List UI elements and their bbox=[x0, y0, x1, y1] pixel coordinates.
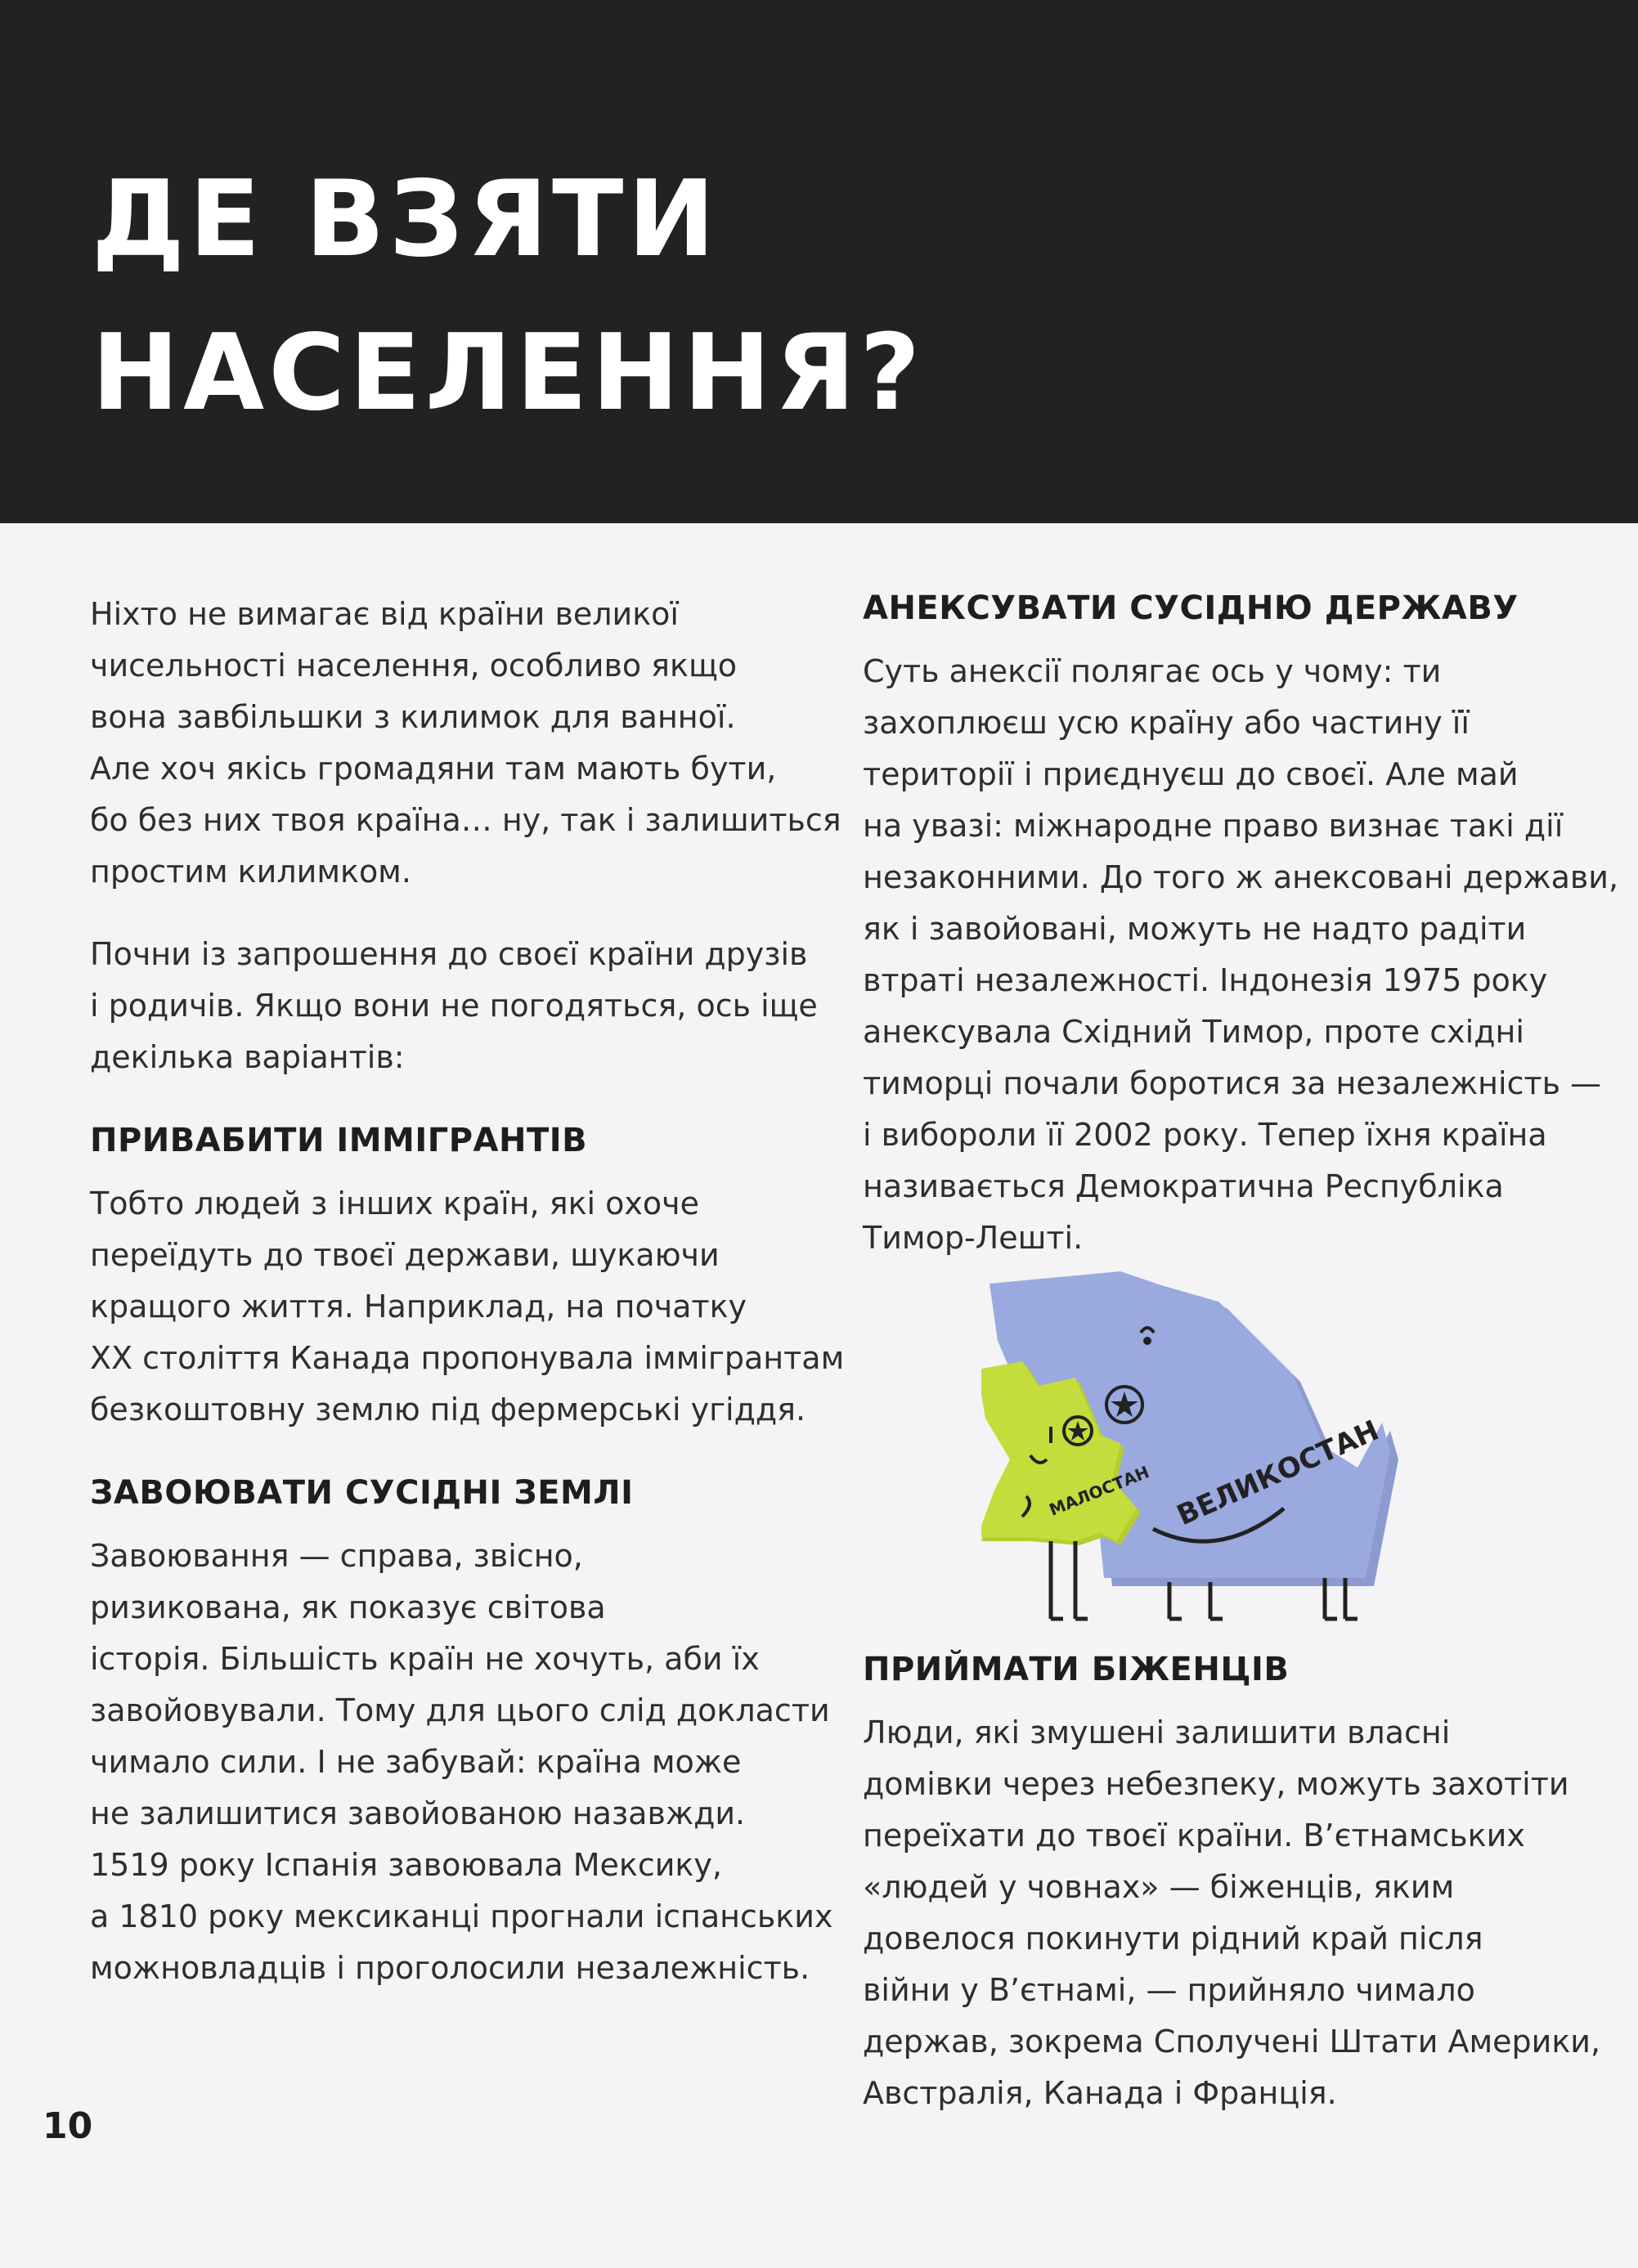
text-line: анексувала Східний Тимор, проте східні bbox=[863, 1014, 1524, 1050]
text-line: Австралія, Канада і Франція. bbox=[863, 2075, 1337, 2111]
text-line: втраті незалежності. Індонезія 1975 року bbox=[863, 962, 1548, 998]
text-line: війни у В’єтнамі, — прийняло чимало bbox=[863, 1972, 1475, 2008]
text-line: незаконними. До того ж анексовані держави, bbox=[863, 859, 1619, 895]
text-line: Завоювання — справа, звісно, bbox=[90, 1538, 583, 1574]
text-line: Тобто людей з інших країн, які охоче bbox=[90, 1186, 699, 1221]
text-line: на увазі: міжнародне право визнає такі дії bbox=[863, 808, 1564, 844]
text-line: домівки через небезпеку, можуть захотіти bbox=[863, 1766, 1569, 1802]
annexation-paragraph bbox=[863, 646, 1619, 1264]
text-line: Тимор-Лешті. bbox=[863, 1220, 1084, 1256]
text-line: чимало сили. І не забувай: країна може bbox=[90, 1744, 742, 1780]
text-line: і вибороли її 2002 року. Тепер їхня країна bbox=[863, 1117, 1547, 1153]
text-line: простим килимком. bbox=[90, 854, 411, 890]
page-title bbox=[92, 143, 924, 450]
text-line: 1519 року Іспанія завоювала Мексику, bbox=[90, 1847, 722, 1883]
left-column bbox=[90, 589, 845, 2025]
right-column bbox=[863, 582, 1619, 1295]
heading-attract-immigrants: ПРИВАБИТИ ІММІГРАНТІВ bbox=[90, 1122, 588, 1159]
velykostan-label: ВЕЛИКОСТАН bbox=[1172, 1414, 1384, 1533]
text-line: бо без них твоя країна… ну, так і залишиться bbox=[90, 802, 841, 838]
text-line: Суть анексії полягає ось у чому: ти bbox=[863, 653, 1442, 689]
immigrants-paragraph bbox=[90, 1178, 845, 1436]
text-line: довелося покинути рідний край після bbox=[863, 1921, 1483, 1956]
text-line: Люди, які змушені залишити власні bbox=[863, 1714, 1451, 1750]
page-number: 10 bbox=[43, 2105, 93, 2147]
text-line: чисельності населення, особливо якщо bbox=[90, 648, 738, 684]
text-line: як і завойовані, можуть не надто радіти bbox=[863, 911, 1527, 947]
text-line: Але хоч якісь громадяни там мають бути, bbox=[90, 751, 777, 787]
text-line: захоплюєш усю країну або частину її bbox=[863, 705, 1470, 741]
text-line: не залишитися завойованою назавжди. bbox=[90, 1795, 746, 1831]
text-line: називається Демократична Республіка bbox=[863, 1168, 1504, 1204]
text-line: Ніхто не вимагає від країни великої bbox=[90, 596, 679, 632]
text-line: завойовували. Тому для цього слід докласти bbox=[90, 1692, 830, 1728]
refugees-paragraph bbox=[863, 1707, 1601, 2119]
heading-accept-refugees: ПРИЙМАТИ БІЖЕНЦІВ bbox=[863, 1651, 1290, 1688]
text-line: декілька варіантів: bbox=[90, 1039, 405, 1075]
text-line: Почни із запрошення до своєї країни друзів bbox=[90, 936, 808, 972]
text-line: безкоштовну землю під фермерські угіддя. bbox=[90, 1392, 806, 1428]
text-line: історія. Більшість країн не хочуть, аби їх bbox=[90, 1641, 760, 1677]
text-line: XX століття Канада пропонувала іммігрантам bbox=[90, 1340, 845, 1376]
heading-conquer-lands: ЗАВОЮВАТИ СУСІДНІ ЗЕМЛІ bbox=[90, 1474, 634, 1512]
text-line: ризикована, як показує світова bbox=[90, 1589, 606, 1625]
title-line-2: НАСЕЛЕННЯ? bbox=[92, 312, 925, 434]
malostan-label: МАЛОСТАН bbox=[1046, 1462, 1152, 1520]
text-line: «людей у човнах» — біженців, яким bbox=[863, 1869, 1455, 1905]
heading-annex-state: АНЕКСУВАТИ СУСІДНЮ ДЕРЖАВУ bbox=[863, 589, 1519, 627]
text-line: можновладців і проголосили незалежність. bbox=[90, 1950, 810, 1986]
text-line: і родичів. Якщо вони не погодяться, ось іще bbox=[90, 988, 818, 1024]
title-line-1: ДЕ ВЗЯТИ bbox=[92, 159, 720, 280]
right-column-lower bbox=[863, 1643, 1601, 2150]
text-line: вона завбільшки з килимок для ванної. bbox=[90, 699, 736, 735]
invite-paragraph bbox=[90, 929, 818, 1083]
text-line: а 1810 року мексиканці прогнали іспанських bbox=[90, 1898, 833, 1934]
text-line: переїхати до твоєї країни. В’єтнамських bbox=[863, 1818, 1525, 1853]
text-line: держав, зокрема Сполучені Штати Америки, bbox=[863, 2024, 1601, 2060]
text-line: території і приєднуєш до своєї. Але май bbox=[863, 756, 1519, 792]
text-line: переїдуть до твоєї держави, шукаючи bbox=[90, 1237, 720, 1273]
intro-paragraph bbox=[90, 589, 841, 898]
text-line: кращого життя. Наприклад, на початку bbox=[90, 1289, 747, 1324]
text-line: тиморці почали боротися за незалежність — bbox=[863, 1065, 1602, 1101]
title-banner bbox=[0, 0, 1638, 523]
conquest-paragraph bbox=[90, 1531, 833, 1994]
annexation-illustration bbox=[981, 1259, 1488, 1643]
